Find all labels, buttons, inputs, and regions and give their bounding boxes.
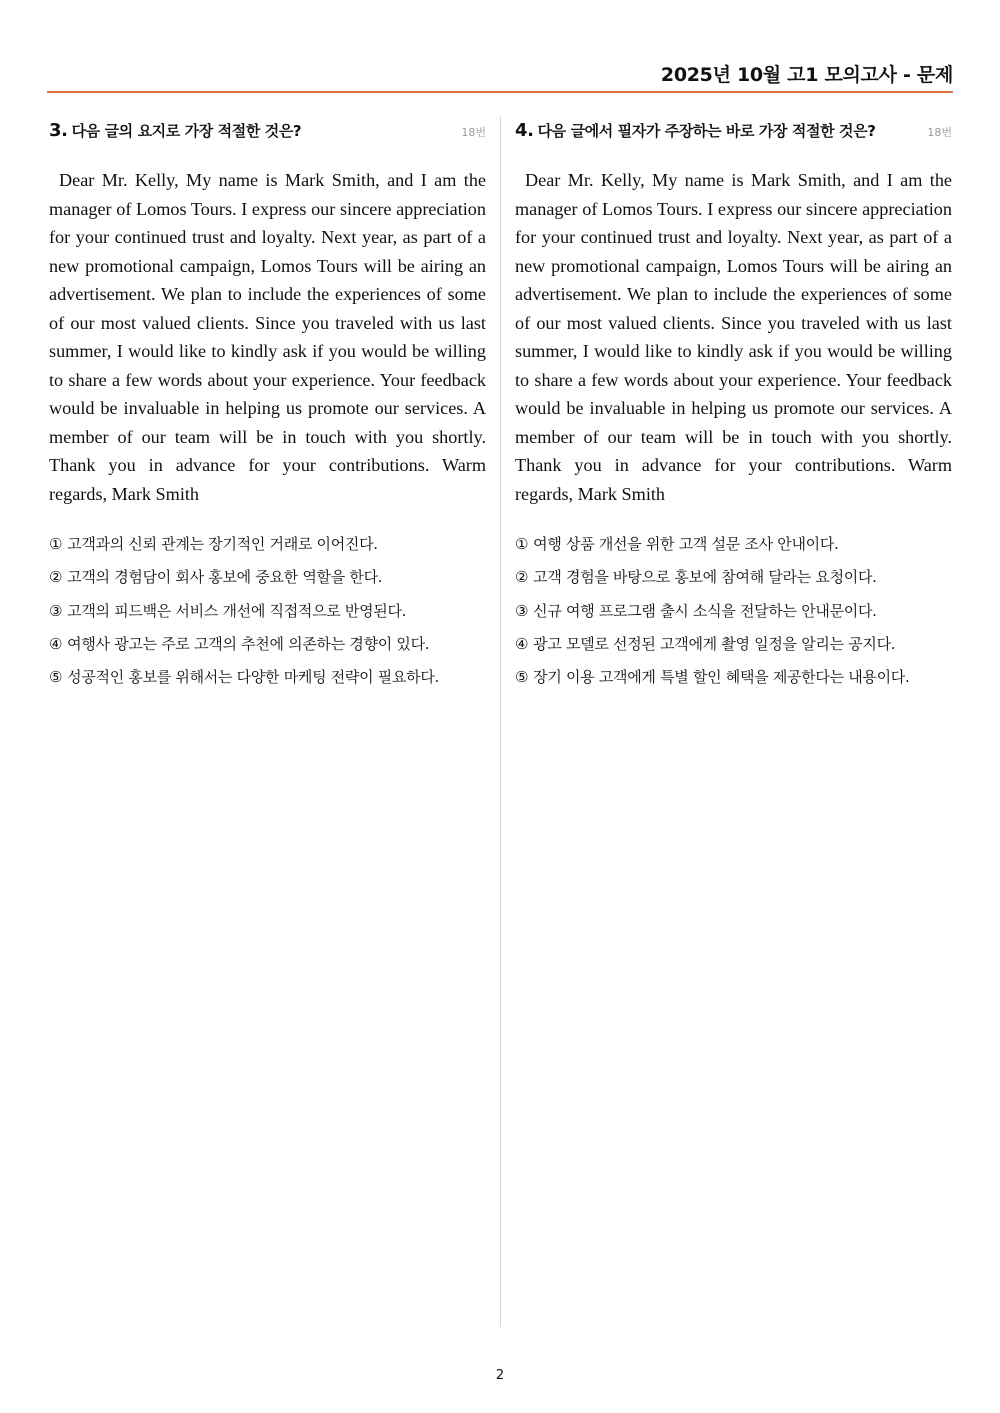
page-number: 2 (495, 1368, 505, 1383)
choice-text: 고객과의 신뢰 관계는 장기적인 거래로 이어진다. (67, 535, 378, 553)
question-prompt: 다음 글의 요지로 가장 적절한 것은? (71, 122, 302, 140)
choice-text: 광고 모델로 선정된 고객에게 촬영 일정을 알리는 공지다. (533, 634, 896, 653)
choice-marker: ② (515, 568, 529, 587)
choice-3[interactable] (49, 595, 486, 628)
choice-2[interactable] (49, 561, 486, 594)
column-divider (500, 117, 501, 1327)
choice-5[interactable] (49, 661, 486, 694)
choice-5[interactable] (515, 661, 952, 694)
choice-marker: ④ (515, 634, 529, 653)
question-header (515, 118, 952, 144)
choice-1[interactable] (515, 528, 952, 561)
choice-marker: ① (49, 535, 63, 553)
question-prompt: 다음 글에서 필자가 주장하는 바로 가장 적절한 것은? (537, 122, 876, 140)
choice-marker: ③ (515, 601, 529, 620)
choice-3[interactable] (515, 595, 952, 628)
choice-2[interactable] (515, 561, 952, 594)
choice-marker: ⑤ (49, 668, 63, 687)
page-header (47, 0, 953, 93)
choice-list (515, 528, 952, 694)
exam-title: 2025년 10월 고1 모의고사 - 문제 (660, 64, 953, 86)
choice-list (49, 528, 486, 694)
question-3 (49, 118, 486, 694)
question-header (49, 118, 486, 144)
choice-text: 고객 경험을 바탕으로 홍보에 참여해 달라는 요청이다. (533, 568, 877, 587)
choice-marker: ④ (49, 634, 63, 653)
question-source: 18번 (927, 126, 952, 139)
choice-text: 장기 이용 고객에게 특별 할인 혜택을 제공한다는 내용이다. (533, 668, 910, 687)
question-4 (515, 118, 952, 694)
choice-text: 성공적인 홍보를 위해서는 다양한 마케팅 전략이 필요하다. (67, 668, 439, 687)
question-title (515, 120, 876, 141)
choice-text: 고객의 경험담이 회사 홍보에 중요한 역할을 한다. (67, 568, 383, 587)
choice-text: 신규 여행 프로그램 출시 소식을 전달하는 안내문이다. (533, 601, 877, 620)
choice-1[interactable] (49, 528, 486, 561)
passage-text: Dear Mr. Kelly, My name is Mark Smith, and I am the manager of Lomos Tours. I express our sincere appreciation for your continued trust and loyalty. Next year, as part of a new promotional campaign, Lomos Tours will be airing an advertisement. We plan to include the experiences of some of our most valued clients. Since you traveled with us last summer, I would like to kindly ask if you would be willing to share a few words about your experience. Your feedback would be invaluable in helping us promote our services. A member of our team will be in touch with you shortly. Thank you in advance for your contributions. Warm regards, Mark Smith (49, 170, 486, 504)
choice-text: 여행사 광고는 주로 고객의 추천에 의존하는 경향이 있다. (67, 634, 430, 653)
choice-4[interactable] (49, 628, 486, 661)
question-source: 18번 (461, 126, 486, 139)
passage-text: Dear Mr. Kelly, My name is Mark Smith, and I am the manager of Lomos Tours. I express our sincere appreciation for your continued trust and loyalty. Next year, as part of a new promotional campaign, Lomos Tours will be airing an advertisement. We plan to include the experiences of some of our most valued clients. Since you traveled with us last summer, I would like to kindly ask if you would be willing to share a few words about your experience. Your feedback would be invaluable in helping us promote our services. A member of our team will be in touch with you shortly. Thank you in advance for your contributions. Warm regards, Mark Smith (515, 170, 952, 504)
choice-text: 고객의 피드백은 서비스 개선에 직접적으로 반영된다. (67, 601, 407, 620)
question-number: 3. (49, 120, 68, 141)
choice-text: 여행 상품 개선을 위한 고객 설문 조사 안내이다. (533, 535, 839, 553)
question-title (49, 120, 301, 141)
choice-marker: ② (49, 568, 63, 587)
choice-marker: ③ (49, 601, 63, 620)
question-number: 4. (515, 120, 534, 141)
choice-marker: ⑤ (515, 668, 529, 687)
choice-marker: ① (515, 535, 529, 553)
choice-4[interactable] (515, 628, 952, 661)
